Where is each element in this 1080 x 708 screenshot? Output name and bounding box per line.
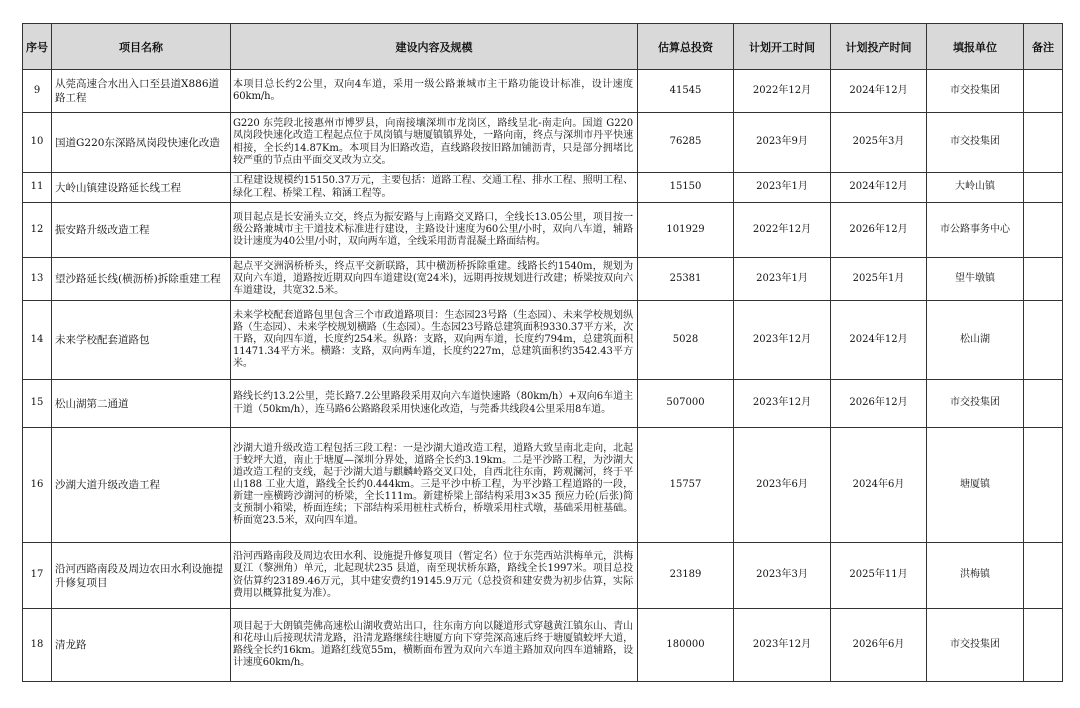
row-remark — [1024, 173, 1063, 203]
row-name: 大岭山镇建设路延长线工程 — [52, 173, 231, 203]
row-unit: 大岭山镇 — [927, 173, 1024, 203]
row-no: 16 — [23, 428, 52, 543]
row-no: 15 — [23, 380, 52, 428]
header-investment: 估算总投资 — [638, 24, 734, 70]
row-start: 2023年1月 — [734, 173, 831, 203]
row-content: G220 东莞段北接惠州市博罗县，向南接壤深圳市龙岗区，路线呈北-南走向。国道 G220 凤岗段快速化改造工程起点位于凤岗镇与塘厦镇镇界处，一路向南，终点与深圳市丹平快速相接，全长约14.87Km。本项目为旧路改造，直线路段按旧路加铺沥青，只是部分拥堵比较严重的节点由平面交叉改为立交。 — [231, 113, 638, 173]
row-name: 松山湖第二通道 — [52, 380, 231, 428]
row-unit: 市公路事务中心 — [927, 203, 1024, 258]
header-end: 计划投产时间 — [831, 24, 927, 70]
table-row — [23, 543, 1063, 609]
row-investment: 25381 — [638, 258, 734, 301]
row-investment: 41545 — [638, 70, 734, 113]
table-row — [23, 258, 1063, 301]
row-end: 2025年1月 — [831, 258, 927, 301]
row-end: 2024年6月 — [831, 428, 927, 543]
row-remark — [1024, 258, 1063, 301]
row-remark — [1024, 301, 1063, 380]
row-content: 沙湖大道升级改造工程包括三段工程：一是沙湖大道改造工程，道路大致呈南北走向，北起于蛟坪大道，南止于塘厦—深圳分界处，道路全长约3.19km。二是平沙路工程，为沙湖大道改造工程的支线，起于沙湖大道与麒麟岭路交叉口处，自西北往东南，跨观澜河，终于平山188 工业大道，路线全长约0.444km。三是平沙中桥工程，为平沙路工程道路的一段，新建一座横跨沙湖河的桥梁，全长111m。新建桥梁上部结构采用3×35 预应力砼(后张)简支预制小箱梁，桥面连续；下部结构采用桩柱式桥台，桥墩采用柱式墩，基础采用桩基础。桥面宽23.5米，双向四车道。 — [231, 428, 638, 543]
header-remark: 备注 — [1024, 24, 1063, 70]
row-remark — [1024, 203, 1063, 258]
table-row — [23, 70, 1063, 113]
row-end: 2024年12月 — [831, 173, 927, 203]
row-name: 望沙路延长线(横沥桥)拆除重建工程 — [52, 258, 231, 301]
row-end: 2025年3月 — [831, 113, 927, 173]
row-end: 2024年12月 — [831, 70, 927, 113]
row-content: 起点平交洲涡桥桥头，终点平交新联路，其中横沥桥拆除重建。线路长约1540m，规划为双向六车道，道路按近期双向四车道建设(宽24米)，远期再按规划进行改建；桥梁按双向六车道建设，共宽32.5米。 — [231, 258, 638, 301]
row-name: 清龙路 — [52, 609, 231, 682]
row-remark — [1024, 380, 1063, 428]
row-unit: 市交投集团 — [927, 609, 1024, 682]
table-row — [23, 428, 1063, 543]
row-no: 17 — [23, 543, 52, 609]
row-remark — [1024, 428, 1063, 543]
row-name: 沿河西路南段及周边农田水利设施提升修复项目 — [52, 543, 231, 609]
row-start: 2023年9月 — [734, 113, 831, 173]
row-content: 本项目总长约2公里，双向4车道，采用一级公路兼城市主干路功能设计标准，设计速度 60km/h。 — [231, 70, 638, 113]
row-no: 10 — [23, 113, 52, 173]
table-row — [23, 173, 1063, 203]
row-no: 14 — [23, 301, 52, 380]
row-name: 从莞高速合水出入口至县道X886道路工程 — [52, 70, 231, 113]
row-remark — [1024, 113, 1063, 173]
row-investment: 5028 — [638, 301, 734, 380]
header-name: 项目名称 — [52, 24, 231, 70]
table-header-row — [23, 24, 1063, 70]
header-no: 序号 — [23, 24, 52, 70]
row-investment: 23189 — [638, 543, 734, 609]
row-content: 项目起于大朗镇莞佛高速松山湖收费站出口，往东南方向以隧道形式穿越黄江镇东山、青山和花母山后接现状清龙路，沿清龙路继续往塘厦方向下穿莞深高速后终于塘厦镇蛟坪大道，路线全长约16km。道路红线宽55m，横断面布置为双向六车道主路加双向四车道辅路，设计速度60km/h。 — [231, 609, 638, 682]
row-start: 2022年12月 — [734, 203, 831, 258]
row-unit: 市交投集团 — [927, 113, 1024, 173]
row-start: 2023年3月 — [734, 543, 831, 609]
row-name: 振安路升级改造工程 — [52, 203, 231, 258]
row-start: 2022年12月 — [734, 70, 831, 113]
row-unit: 市交投集团 — [927, 70, 1024, 113]
table-row — [23, 380, 1063, 428]
row-content: 项目起点是长安涌头立交，终点为振安路与上南路交叉路口，全线长13.05公里，项目按一级公路兼城市主干道技术标准进行建设，主路设计速度为60公里/小时，双向八车道，辅路设计速度为40公里/小时，双向两车道，全线采用沥青混凝土路面结构。 — [231, 203, 638, 258]
row-unit: 洪梅镇 — [927, 543, 1024, 609]
header-content: 建设内容及规模 — [231, 24, 638, 70]
project-table-sheet — [22, 23, 1062, 682]
table-row — [23, 113, 1063, 173]
row-investment: 101929 — [638, 203, 734, 258]
table-row — [23, 609, 1063, 682]
row-investment: 507000 — [638, 380, 734, 428]
row-no: 18 — [23, 609, 52, 682]
row-start: 2023年12月 — [734, 301, 831, 380]
row-end: 2026年12月 — [831, 380, 927, 428]
row-start: 2023年6月 — [734, 428, 831, 543]
row-start: 2023年12月 — [734, 609, 831, 682]
project-table — [22, 23, 1063, 682]
row-unit: 塘厦镇 — [927, 428, 1024, 543]
row-start: 2023年12月 — [734, 380, 831, 428]
header-start: 计划开工时间 — [734, 24, 831, 70]
row-no: 13 — [23, 258, 52, 301]
row-investment: 180000 — [638, 609, 734, 682]
row-end: 2025年11月 — [831, 543, 927, 609]
row-investment: 76285 — [638, 113, 734, 173]
table-row — [23, 203, 1063, 258]
row-unit: 市交投集团 — [927, 380, 1024, 428]
row-start: 2023年1月 — [734, 258, 831, 301]
row-remark — [1024, 609, 1063, 682]
row-name: 国道G220东深路凤岗段快速化改造 — [52, 113, 231, 173]
row-remark — [1024, 543, 1063, 609]
row-remark — [1024, 70, 1063, 113]
row-no: 12 — [23, 203, 52, 258]
row-end: 2026年6月 — [831, 609, 927, 682]
row-unit: 松山湖 — [927, 301, 1024, 380]
row-content: 未来学校配套道路包里包含三个市政道路项目：生态园23号路（生态园）、未来学校规划纵路（生态园）、未来学校规划横路（生态园）。生态园23号路总建筑面积9330.37平方米，次干路，双向四车道，长度约254米。纵路：支路，双向两车道，长度约794m，总建筑面积11471.34平方米。横路：支路，双向两车道，长度约227m，总建筑面积约3542.43平方米。 — [231, 301, 638, 380]
row-content: 沿河西路南段及周边农田水利、设施提升修复项目（暂定名）位于东莞西站洪梅单元，洪梅夏江（黎洲角）单元，北起现状235 县道，南至现状桥东路，路线全长1997米。项目总投资估算约23189.46万元，其中建安费约19145.9万元（总投资和建安费为初步估算，实际费用以概算批复为准）。 — [231, 543, 638, 609]
row-name: 未来学校配套道路包 — [52, 301, 231, 380]
row-no: 11 — [23, 173, 52, 203]
row-investment: 15150 — [638, 173, 734, 203]
row-content: 工程建设规模约15150.37万元，主要包括：道路工程、交通工程、排水工程、照明工程、绿化工程、桥梁工程、箱涵工程等。 — [231, 173, 638, 203]
table-row — [23, 301, 1063, 380]
row-investment: 15757 — [638, 428, 734, 543]
row-end: 2024年12月 — [831, 301, 927, 380]
row-end: 2026年12月 — [831, 203, 927, 258]
row-unit: 望牛墩镇 — [927, 258, 1024, 301]
row-name: 沙湖大道升级改造工程 — [52, 428, 231, 543]
row-content: 路线长约13.2公里，莞长路7.2公里路段采用双向六车道快速路（80km/h）+双向6车道主干道（50km/h），连马路6公路路段采用快速化改造，与莞番共线段4公里采用8车道。 — [231, 380, 638, 428]
row-no: 9 — [23, 70, 52, 113]
header-unit: 填报单位 — [927, 24, 1024, 70]
